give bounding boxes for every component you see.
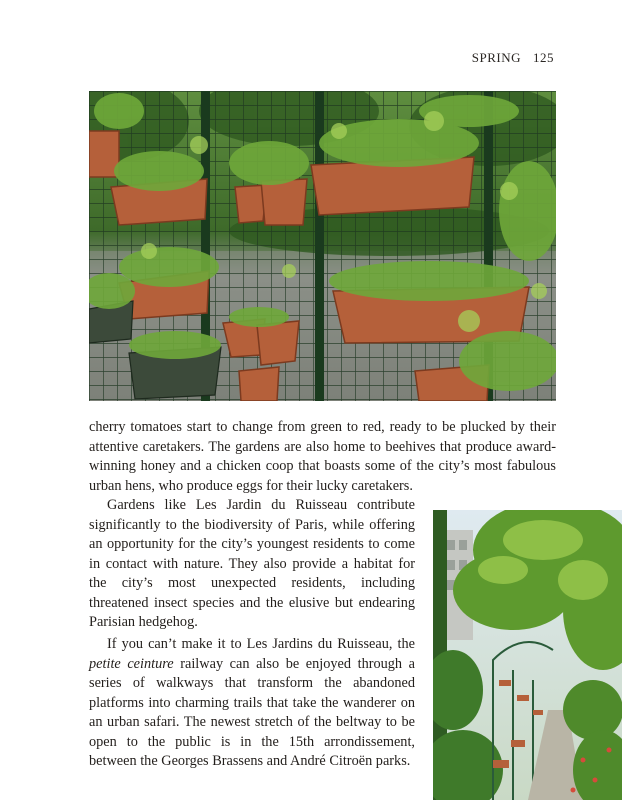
body-paragraph-2: Gardens like Les Jardin du Ruisseau contribute significantly to the biodiversity of Paris, while offering an opportunity for the city’s youngest residents to come in contact with nature. They also provide a habitat for the city’s most unexpected residents, including threatened insect species and the elusive but endearing Parisian hedgehog. [89, 497, 415, 630]
petite-ceinture-term: petite ceinture [89, 655, 174, 672]
page-number: 125 [533, 50, 554, 65]
para3-text-end: railway can also be enjoyed through a series of walkways that transform the abandoned platforms into charming trails that take the wanderer on an urban safari. The newest stretch of the beltway to be open to the public is in the 15th arrondissement, between the Georges Brassens and André Citroën parks. [89, 655, 415, 769]
para3-text-start: If you can’t make it to Les Jardins du Ruisseau, the [107, 636, 415, 652]
body-paragraph-3 [89, 635, 415, 772]
body-paragraph-1: cherry tomatoes start to change from green to red, ready to be plucked by their attentive caretakers. The gardens are also home to beehives that produce award-winning honey and a chicken coop that boasts some of the city’s most fabulous urban hens, who produce eggs for their lucky caretakers. [89, 419, 556, 494]
running-head [472, 50, 554, 66]
garden-walkway-photo [433, 510, 622, 800]
garden-fence-planters-photo [89, 91, 556, 401]
section-title: SPRING [471, 50, 521, 65]
